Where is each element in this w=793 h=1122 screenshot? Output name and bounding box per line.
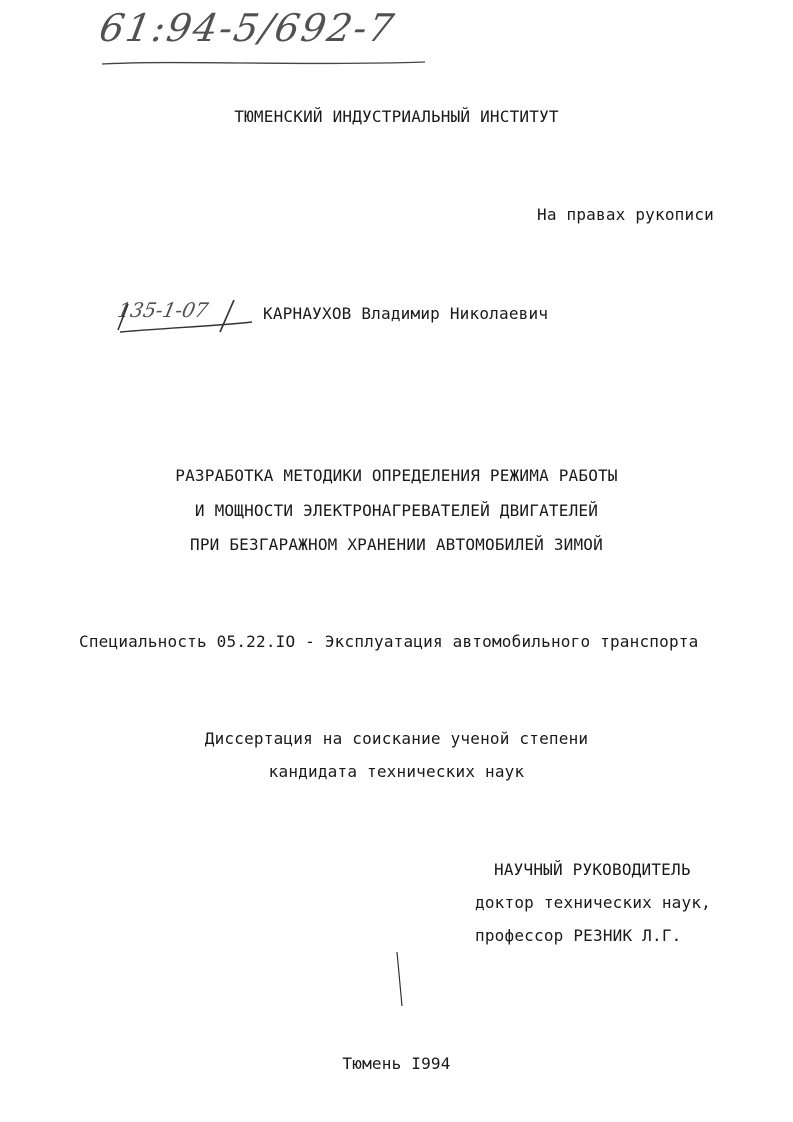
author-name: КАРНАУХОВ Владимир Николаевич bbox=[263, 304, 549, 323]
supervisor-name: профессор РЕЗНИК Л.Г. bbox=[475, 926, 682, 945]
inventory-mark-strokes bbox=[116, 296, 256, 336]
title-line-2: И МОЩНОСТИ ЭЛЕКТРОНАГРЕВАТЕЛЕЙ ДВИГАТЕЛЕЙ bbox=[194, 501, 599, 520]
handwritten-inventory-mark: 135-1-07 bbox=[115, 298, 211, 322]
manuscript-rights-note: На правах рукописи bbox=[537, 205, 714, 224]
handwritten-archive-number: 61:94-5/692-7 bbox=[96, 6, 399, 50]
dissertation-line-2: кандидата технических наук bbox=[268, 762, 525, 781]
specialty: Специальность 05.22.IO - Эксплуатация автомобильного транспорта bbox=[79, 632, 699, 651]
title-line-1: РАЗРАБОТКА МЕТОДИКИ ОПРЕДЕЛЕНИЯ РЕЖИМА РАБОТЫ bbox=[175, 466, 618, 485]
institute-name: ТЮМЕНСКИЙ ИНДУСТРИАЛЬНЫЙ ИНСТИТУТ bbox=[234, 107, 559, 126]
place-year: Тюмень I994 bbox=[342, 1054, 451, 1073]
pen-stroke bbox=[395, 950, 405, 1010]
title-line-3: ПРИ БЕЗГАРАЖНОМ ХРАНЕНИИ АВТОМОБИЛЕЙ ЗИМОЙ bbox=[190, 535, 603, 554]
dissertation-line-1: Диссертация на соискание ученой степени bbox=[204, 729, 589, 748]
archive-number-underline bbox=[100, 56, 430, 70]
supervisor-heading: НАУЧНЫЙ РУКОВОДИТЕЛЬ bbox=[494, 860, 691, 879]
supervisor-degree: доктор технических наук, bbox=[475, 893, 711, 912]
